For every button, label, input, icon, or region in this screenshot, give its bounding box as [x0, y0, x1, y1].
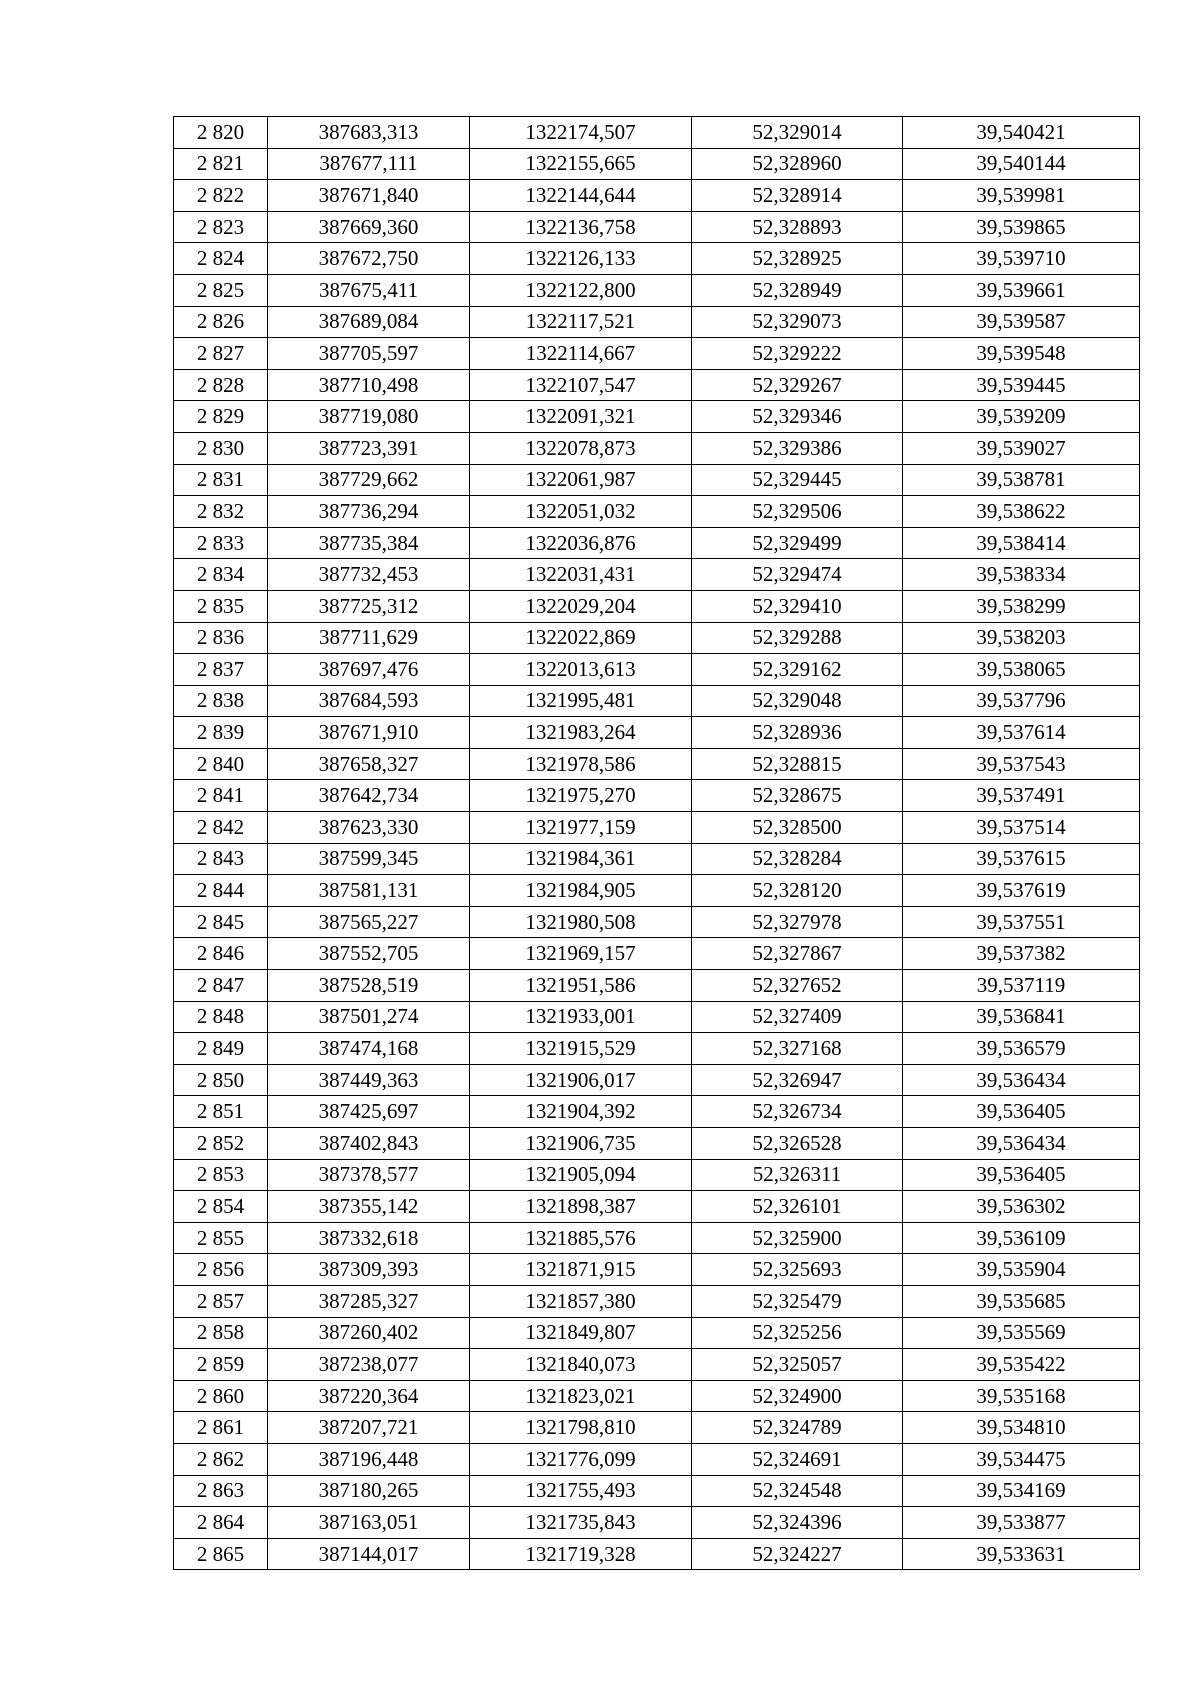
latitude-cell: 52,325256 — [692, 1317, 903, 1349]
longitude-cell: 39,536302 — [903, 1191, 1140, 1223]
latitude-cell: 52,329267 — [692, 369, 903, 401]
table-row — [174, 1222, 1140, 1254]
point-number-cell: 2 835 — [174, 590, 268, 622]
longitude-cell: 39,537382 — [903, 938, 1140, 970]
longitude-cell: 39,533631 — [903, 1538, 1140, 1570]
point-number-cell: 2 845 — [174, 906, 268, 938]
x-coordinate-cell: 387684,593 — [268, 685, 470, 717]
x-coordinate-cell: 387735,384 — [268, 527, 470, 559]
longitude-cell: 39,535685 — [903, 1285, 1140, 1317]
x-coordinate-cell: 387710,498 — [268, 369, 470, 401]
x-coordinate-cell: 387729,662 — [268, 464, 470, 496]
y-coordinate-cell: 1321995,481 — [470, 685, 692, 717]
coordinates-table — [173, 116, 1140, 1570]
table-row — [174, 1254, 1140, 1286]
table-row — [174, 685, 1140, 717]
longitude-cell: 39,539027 — [903, 432, 1140, 464]
longitude-cell: 39,537615 — [903, 843, 1140, 875]
x-coordinate-cell: 387675,411 — [268, 274, 470, 306]
y-coordinate-cell: 1322091,321 — [470, 401, 692, 433]
table-row — [174, 812, 1140, 844]
x-coordinate-cell: 387144,017 — [268, 1538, 470, 1570]
latitude-cell: 52,329346 — [692, 401, 903, 433]
latitude-cell: 52,327867 — [692, 938, 903, 970]
x-coordinate-cell: 387425,697 — [268, 1096, 470, 1128]
x-coordinate-cell: 387581,131 — [268, 875, 470, 907]
y-coordinate-cell: 1321871,915 — [470, 1254, 692, 1286]
x-coordinate-cell: 387642,734 — [268, 780, 470, 812]
point-number-cell: 2 823 — [174, 211, 268, 243]
point-number-cell: 2 855 — [174, 1222, 268, 1254]
y-coordinate-cell: 1322126,133 — [470, 243, 692, 275]
latitude-cell: 52,327168 — [692, 1033, 903, 1065]
point-number-cell: 2 860 — [174, 1380, 268, 1412]
longitude-cell: 39,537543 — [903, 748, 1140, 780]
y-coordinate-cell: 1321984,905 — [470, 875, 692, 907]
x-coordinate-cell: 387697,476 — [268, 654, 470, 686]
x-coordinate-cell: 387671,840 — [268, 180, 470, 212]
point-number-cell: 2 820 — [174, 117, 268, 149]
latitude-cell: 52,324548 — [692, 1475, 903, 1507]
point-number-cell: 2 838 — [174, 685, 268, 717]
longitude-cell: 39,535422 — [903, 1349, 1140, 1381]
point-number-cell: 2 853 — [174, 1159, 268, 1191]
longitude-cell: 39,540144 — [903, 148, 1140, 180]
table-row — [174, 970, 1140, 1002]
point-number-cell: 2 865 — [174, 1538, 268, 1570]
table-row — [174, 338, 1140, 370]
point-number-cell: 2 850 — [174, 1064, 268, 1096]
longitude-cell: 39,536579 — [903, 1033, 1140, 1065]
latitude-cell: 52,329506 — [692, 496, 903, 528]
longitude-cell: 39,537619 — [903, 875, 1140, 907]
table-row — [174, 1538, 1140, 1570]
y-coordinate-cell: 1322061,987 — [470, 464, 692, 496]
y-coordinate-cell: 1321984,361 — [470, 843, 692, 875]
latitude-cell: 52,328120 — [692, 875, 903, 907]
longitude-cell: 39,536841 — [903, 1001, 1140, 1033]
latitude-cell: 52,326311 — [692, 1159, 903, 1191]
latitude-cell: 52,327978 — [692, 906, 903, 938]
x-coordinate-cell: 387565,227 — [268, 906, 470, 938]
y-coordinate-cell: 1321898,387 — [470, 1191, 692, 1223]
table-row — [174, 717, 1140, 749]
x-coordinate-cell: 387711,629 — [268, 622, 470, 654]
latitude-cell: 52,329014 — [692, 117, 903, 149]
x-coordinate-cell: 387671,910 — [268, 717, 470, 749]
point-number-cell: 2 847 — [174, 970, 268, 1002]
longitude-cell: 39,536405 — [903, 1096, 1140, 1128]
y-coordinate-cell: 1322107,547 — [470, 369, 692, 401]
point-number-cell: 2 833 — [174, 527, 268, 559]
table-row — [174, 843, 1140, 875]
point-number-cell: 2 851 — [174, 1096, 268, 1128]
latitude-cell: 52,328284 — [692, 843, 903, 875]
x-coordinate-cell: 387207,721 — [268, 1412, 470, 1444]
y-coordinate-cell: 1321951,586 — [470, 970, 692, 1002]
x-coordinate-cell: 387474,168 — [268, 1033, 470, 1065]
longitude-cell: 39,537491 — [903, 780, 1140, 812]
point-number-cell: 2 857 — [174, 1285, 268, 1317]
point-number-cell: 2 834 — [174, 559, 268, 591]
latitude-cell: 52,325900 — [692, 1222, 903, 1254]
table-row — [174, 369, 1140, 401]
point-number-cell: 2 822 — [174, 180, 268, 212]
longitude-cell: 39,538781 — [903, 464, 1140, 496]
longitude-cell: 39,538065 — [903, 654, 1140, 686]
point-number-cell: 2 856 — [174, 1254, 268, 1286]
longitude-cell: 39,539981 — [903, 180, 1140, 212]
latitude-cell: 52,329073 — [692, 306, 903, 338]
latitude-cell: 52,329288 — [692, 622, 903, 654]
x-coordinate-cell: 387196,448 — [268, 1443, 470, 1475]
x-coordinate-cell: 387309,393 — [268, 1254, 470, 1286]
point-number-cell: 2 832 — [174, 496, 268, 528]
y-coordinate-cell: 1321904,392 — [470, 1096, 692, 1128]
table-row — [174, 1191, 1140, 1223]
x-coordinate-cell: 387677,111 — [268, 148, 470, 180]
point-number-cell: 2 848 — [174, 1001, 268, 1033]
table-row — [174, 1285, 1140, 1317]
y-coordinate-cell: 1321735,843 — [470, 1507, 692, 1539]
y-coordinate-cell: 1321980,508 — [470, 906, 692, 938]
latitude-cell: 52,324789 — [692, 1412, 903, 1444]
point-number-cell: 2 844 — [174, 875, 268, 907]
longitude-cell: 39,538622 — [903, 496, 1140, 528]
x-coordinate-cell: 387672,750 — [268, 243, 470, 275]
point-number-cell: 2 837 — [174, 654, 268, 686]
y-coordinate-cell: 1322144,644 — [470, 180, 692, 212]
latitude-cell: 52,328815 — [692, 748, 903, 780]
x-coordinate-cell: 387355,142 — [268, 1191, 470, 1223]
point-number-cell: 2 863 — [174, 1475, 268, 1507]
x-coordinate-cell: 387705,597 — [268, 338, 470, 370]
latitude-cell: 52,329499 — [692, 527, 903, 559]
longitude-cell: 39,537119 — [903, 970, 1140, 1002]
table-row — [174, 1475, 1140, 1507]
latitude-cell: 52,327652 — [692, 970, 903, 1002]
table-row — [174, 1380, 1140, 1412]
latitude-cell: 52,328500 — [692, 812, 903, 844]
x-coordinate-cell: 387378,577 — [268, 1159, 470, 1191]
x-coordinate-cell: 387725,312 — [268, 590, 470, 622]
latitude-cell: 52,327409 — [692, 1001, 903, 1033]
longitude-cell: 39,533877 — [903, 1507, 1140, 1539]
x-coordinate-cell: 387599,345 — [268, 843, 470, 875]
longitude-cell: 39,538203 — [903, 622, 1140, 654]
longitude-cell: 39,538299 — [903, 590, 1140, 622]
longitude-cell: 39,537614 — [903, 717, 1140, 749]
latitude-cell: 52,324227 — [692, 1538, 903, 1570]
x-coordinate-cell: 387723,391 — [268, 432, 470, 464]
latitude-cell: 52,329162 — [692, 654, 903, 686]
y-coordinate-cell: 1322174,507 — [470, 117, 692, 149]
latitude-cell: 52,329474 — [692, 559, 903, 591]
table-row — [174, 243, 1140, 275]
longitude-cell: 39,539710 — [903, 243, 1140, 275]
longitude-cell: 39,537514 — [903, 812, 1140, 844]
y-coordinate-cell: 1321840,073 — [470, 1349, 692, 1381]
latitude-cell: 52,329410 — [692, 590, 903, 622]
longitude-cell: 39,538334 — [903, 559, 1140, 591]
point-number-cell: 2 828 — [174, 369, 268, 401]
y-coordinate-cell: 1322155,665 — [470, 148, 692, 180]
y-coordinate-cell: 1321933,001 — [470, 1001, 692, 1033]
x-coordinate-cell: 387732,453 — [268, 559, 470, 591]
point-number-cell: 2 846 — [174, 938, 268, 970]
longitude-cell: 39,539445 — [903, 369, 1140, 401]
table-row — [174, 496, 1140, 528]
longitude-cell: 39,539209 — [903, 401, 1140, 433]
x-coordinate-cell: 387180,265 — [268, 1475, 470, 1507]
y-coordinate-cell: 1321798,810 — [470, 1412, 692, 1444]
table-row — [174, 464, 1140, 496]
table-row — [174, 1443, 1140, 1475]
y-coordinate-cell: 1321823,021 — [470, 1380, 692, 1412]
table-row — [174, 1412, 1140, 1444]
latitude-cell: 52,329386 — [692, 432, 903, 464]
longitude-cell: 39,535904 — [903, 1254, 1140, 1286]
y-coordinate-cell: 1321719,328 — [470, 1538, 692, 1570]
longitude-cell: 39,536109 — [903, 1222, 1140, 1254]
table-row — [174, 211, 1140, 243]
latitude-cell: 52,324396 — [692, 1507, 903, 1539]
x-coordinate-cell: 387501,274 — [268, 1001, 470, 1033]
latitude-cell: 52,324691 — [692, 1443, 903, 1475]
table-row — [174, 527, 1140, 559]
longitude-cell: 39,537796 — [903, 685, 1140, 717]
y-coordinate-cell: 1322122,800 — [470, 274, 692, 306]
x-coordinate-cell: 387528,519 — [268, 970, 470, 1002]
point-number-cell: 2 843 — [174, 843, 268, 875]
x-coordinate-cell: 387669,360 — [268, 211, 470, 243]
longitude-cell: 39,536434 — [903, 1064, 1140, 1096]
y-coordinate-cell: 1321905,094 — [470, 1159, 692, 1191]
point-number-cell: 2 852 — [174, 1128, 268, 1160]
x-coordinate-cell: 387552,705 — [268, 938, 470, 970]
x-coordinate-cell: 387332,618 — [268, 1222, 470, 1254]
longitude-cell: 39,536405 — [903, 1159, 1140, 1191]
longitude-cell: 39,539587 — [903, 306, 1140, 338]
table-row — [174, 117, 1140, 149]
y-coordinate-cell: 1321857,380 — [470, 1285, 692, 1317]
longitude-cell: 39,539661 — [903, 274, 1140, 306]
table-row — [174, 875, 1140, 907]
table-row — [174, 180, 1140, 212]
latitude-cell: 52,329048 — [692, 685, 903, 717]
table-row — [174, 1349, 1140, 1381]
table-row — [174, 401, 1140, 433]
table-row — [174, 1317, 1140, 1349]
point-number-cell: 2 825 — [174, 274, 268, 306]
table-row — [174, 654, 1140, 686]
longitude-cell: 39,535569 — [903, 1317, 1140, 1349]
table-row — [174, 590, 1140, 622]
latitude-cell: 52,328893 — [692, 211, 903, 243]
y-coordinate-cell: 1321977,159 — [470, 812, 692, 844]
y-coordinate-cell: 1322013,613 — [470, 654, 692, 686]
y-coordinate-cell: 1322029,204 — [470, 590, 692, 622]
table-row — [174, 1096, 1140, 1128]
x-coordinate-cell: 387683,313 — [268, 117, 470, 149]
latitude-cell: 52,325479 — [692, 1285, 903, 1317]
x-coordinate-cell: 387285,327 — [268, 1285, 470, 1317]
x-coordinate-cell: 387449,363 — [268, 1064, 470, 1096]
y-coordinate-cell: 1322022,869 — [470, 622, 692, 654]
y-coordinate-cell: 1321906,735 — [470, 1128, 692, 1160]
y-coordinate-cell: 1321983,264 — [470, 717, 692, 749]
x-coordinate-cell: 387260,402 — [268, 1317, 470, 1349]
latitude-cell: 52,328925 — [692, 243, 903, 275]
x-coordinate-cell: 387220,364 — [268, 1380, 470, 1412]
x-coordinate-cell: 387402,843 — [268, 1128, 470, 1160]
point-number-cell: 2 826 — [174, 306, 268, 338]
y-coordinate-cell: 1322036,876 — [470, 527, 692, 559]
table-row — [174, 432, 1140, 464]
latitude-cell: 52,326947 — [692, 1064, 903, 1096]
point-number-cell: 2 862 — [174, 1443, 268, 1475]
longitude-cell: 39,539865 — [903, 211, 1140, 243]
table-row — [174, 1128, 1140, 1160]
point-number-cell: 2 861 — [174, 1412, 268, 1444]
point-number-cell: 2 824 — [174, 243, 268, 275]
longitude-cell: 39,534810 — [903, 1412, 1140, 1444]
point-number-cell: 2 829 — [174, 401, 268, 433]
y-coordinate-cell: 1321969,157 — [470, 938, 692, 970]
table-row — [174, 559, 1140, 591]
table-row — [174, 1001, 1140, 1033]
latitude-cell: 52,328675 — [692, 780, 903, 812]
point-number-cell: 2 839 — [174, 717, 268, 749]
longitude-cell: 39,536434 — [903, 1128, 1140, 1160]
table-row — [174, 1064, 1140, 1096]
table-row — [174, 306, 1140, 338]
x-coordinate-cell: 387719,080 — [268, 401, 470, 433]
latitude-cell: 52,326734 — [692, 1096, 903, 1128]
y-coordinate-cell: 1321978,586 — [470, 748, 692, 780]
table-row — [174, 274, 1140, 306]
longitude-cell: 39,537551 — [903, 906, 1140, 938]
y-coordinate-cell: 1322078,873 — [470, 432, 692, 464]
table-row — [174, 622, 1140, 654]
latitude-cell: 52,328960 — [692, 148, 903, 180]
x-coordinate-cell: 387238,077 — [268, 1349, 470, 1381]
y-coordinate-cell: 1321755,493 — [470, 1475, 692, 1507]
latitude-cell: 52,326528 — [692, 1128, 903, 1160]
y-coordinate-cell: 1322117,521 — [470, 306, 692, 338]
point-number-cell: 2 858 — [174, 1317, 268, 1349]
y-coordinate-cell: 1321915,529 — [470, 1033, 692, 1065]
latitude-cell: 52,329445 — [692, 464, 903, 496]
latitude-cell: 52,328949 — [692, 274, 903, 306]
point-number-cell: 2 849 — [174, 1033, 268, 1065]
point-number-cell: 2 864 — [174, 1507, 268, 1539]
point-number-cell: 2 841 — [174, 780, 268, 812]
longitude-cell: 39,534475 — [903, 1443, 1140, 1475]
latitude-cell: 52,328914 — [692, 180, 903, 212]
table-row — [174, 1159, 1140, 1191]
point-number-cell: 2 840 — [174, 748, 268, 780]
point-number-cell: 2 859 — [174, 1349, 268, 1381]
latitude-cell: 52,324900 — [692, 1380, 903, 1412]
latitude-cell: 52,329222 — [692, 338, 903, 370]
y-coordinate-cell: 1321906,017 — [470, 1064, 692, 1096]
longitude-cell: 39,538414 — [903, 527, 1140, 559]
y-coordinate-cell: 1321975,270 — [470, 780, 692, 812]
y-coordinate-cell: 1322051,032 — [470, 496, 692, 528]
table-row — [174, 780, 1140, 812]
point-number-cell: 2 836 — [174, 622, 268, 654]
table-row — [174, 906, 1140, 938]
point-number-cell: 2 842 — [174, 812, 268, 844]
table-row — [174, 748, 1140, 780]
latitude-cell: 52,326101 — [692, 1191, 903, 1223]
longitude-cell: 39,534169 — [903, 1475, 1140, 1507]
x-coordinate-cell: 387736,294 — [268, 496, 470, 528]
y-coordinate-cell: 1322114,667 — [470, 338, 692, 370]
x-coordinate-cell: 387623,330 — [268, 812, 470, 844]
latitude-cell: 52,325693 — [692, 1254, 903, 1286]
point-number-cell: 2 821 — [174, 148, 268, 180]
y-coordinate-cell: 1321885,576 — [470, 1222, 692, 1254]
point-number-cell: 2 854 — [174, 1191, 268, 1223]
table-row — [174, 1033, 1140, 1065]
table-row — [174, 148, 1140, 180]
x-coordinate-cell: 387163,051 — [268, 1507, 470, 1539]
x-coordinate-cell: 387689,084 — [268, 306, 470, 338]
y-coordinate-cell: 1321849,807 — [470, 1317, 692, 1349]
point-number-cell: 2 831 — [174, 464, 268, 496]
point-number-cell: 2 830 — [174, 432, 268, 464]
coordinates-table-body — [174, 117, 1140, 1570]
point-number-cell: 2 827 — [174, 338, 268, 370]
y-coordinate-cell: 1321776,099 — [470, 1443, 692, 1475]
latitude-cell: 52,328936 — [692, 717, 903, 749]
latitude-cell: 52,325057 — [692, 1349, 903, 1381]
longitude-cell: 39,539548 — [903, 338, 1140, 370]
x-coordinate-cell: 387658,327 — [268, 748, 470, 780]
table-row — [174, 938, 1140, 970]
y-coordinate-cell: 1322136,758 — [470, 211, 692, 243]
y-coordinate-cell: 1322031,431 — [470, 559, 692, 591]
table-row — [174, 1507, 1140, 1539]
longitude-cell: 39,535168 — [903, 1380, 1140, 1412]
longitude-cell: 39,540421 — [903, 117, 1140, 149]
